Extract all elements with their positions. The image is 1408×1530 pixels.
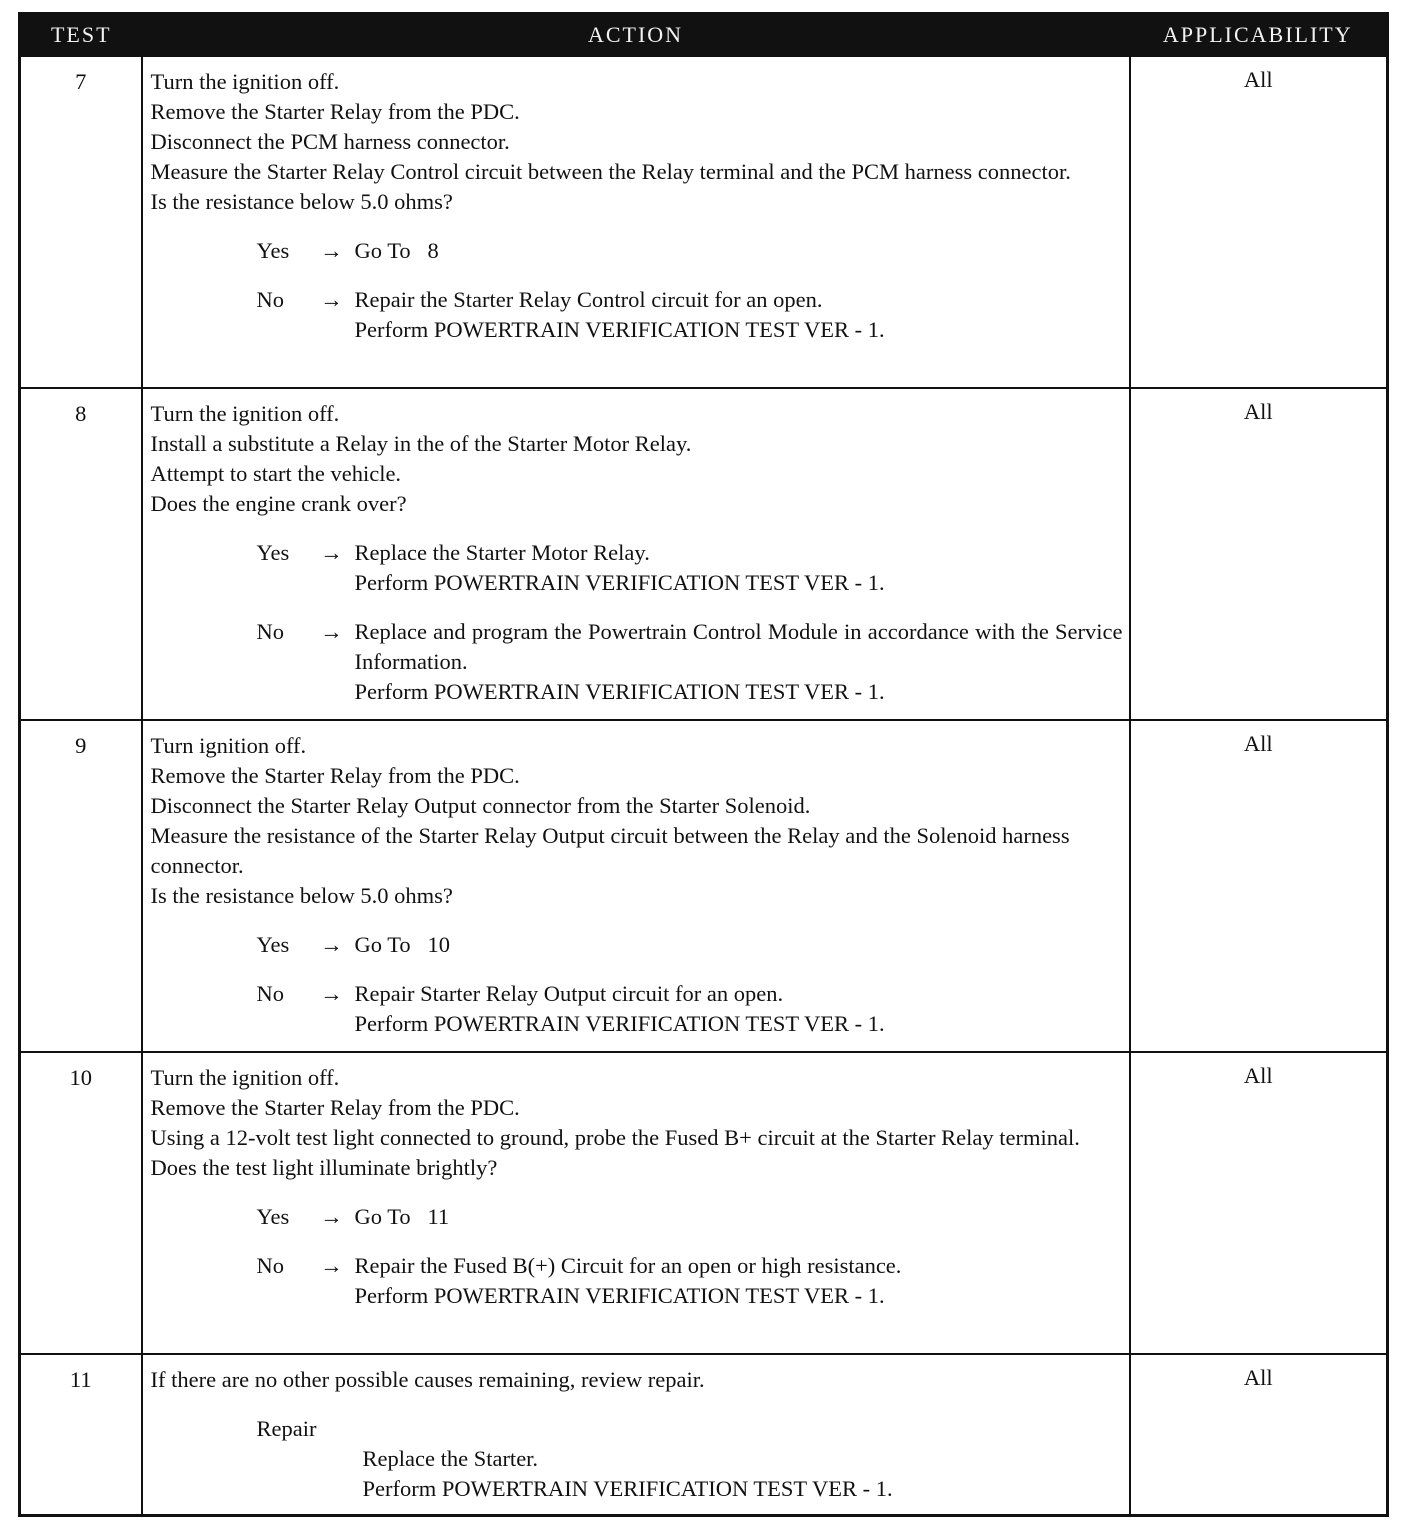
arrow-icon: → bbox=[320, 1253, 343, 1278]
table-row bbox=[20, 1354, 1388, 1516]
header-action: ACTION bbox=[142, 14, 1130, 57]
repair-result: Perform POWERTRAIN VERIFICATION TEST VER - 1. bbox=[362, 1476, 893, 1501]
action-question: Does the engine crank over? bbox=[150, 491, 407, 516]
no-result: Repair the Starter Relay Control circuit for an open. Perform POWERTRAIN VERIFICATION TEST VER - 1. bbox=[354, 287, 885, 342]
arrow-icon: → bbox=[320, 540, 343, 565]
test-number: 7 bbox=[20, 56, 142, 388]
repair-result: Replace the Starter. bbox=[362, 1446, 539, 1471]
action-step: Attempt to start the vehicle. bbox=[150, 461, 402, 486]
arrow-icon: → bbox=[320, 1204, 343, 1229]
applicability-value: All bbox=[1130, 388, 1388, 720]
action-step: Turn ignition off. bbox=[150, 733, 307, 758]
no-label: No bbox=[256, 619, 284, 644]
no-label: No bbox=[256, 287, 284, 312]
test-number: 9 bbox=[20, 720, 142, 1052]
action-step: Measure the resistance of the Starter Relay Output circuit between the Relay and the Solenoid harness connector. bbox=[150, 823, 1070, 878]
test-number: 10 bbox=[20, 1052, 142, 1354]
action-step: Disconnect the Starter Relay Output connector from the Starter Solenoid. bbox=[150, 793, 811, 818]
action-step: Turn the ignition off. bbox=[150, 401, 340, 426]
yes-branch bbox=[151, 236, 1123, 266]
action-step: Turn the ignition off. bbox=[150, 1065, 340, 1090]
action-question: Is the resistance below 5.0 ohms? bbox=[150, 883, 453, 908]
no-result: Repair the Fused B(+) Circuit for an open or high resistance. Perform POWERTRAIN VERIFICATION TEST VER - 1. bbox=[354, 1253, 902, 1308]
arrow-icon: → bbox=[320, 619, 343, 644]
yes-label: Yes bbox=[256, 238, 290, 263]
diagnostic-page bbox=[18, 12, 1386, 1517]
no-branch bbox=[151, 285, 1123, 345]
action-step: Remove the Starter Relay from the PDC. bbox=[150, 99, 520, 124]
action-cell bbox=[142, 1354, 1130, 1516]
yes-branch bbox=[151, 930, 1123, 960]
no-branch bbox=[151, 1251, 1123, 1311]
header-applicability: APPLICABILITY bbox=[1130, 14, 1388, 57]
applicability-value: All bbox=[1130, 720, 1388, 1052]
table-header-row bbox=[20, 14, 1388, 57]
action-step: Disconnect the PCM harness connector. bbox=[150, 129, 510, 154]
yes-label: Yes bbox=[256, 932, 290, 957]
yes-result: Go To 8 bbox=[354, 238, 439, 263]
action-step: Turn the ignition off. bbox=[150, 69, 340, 94]
no-label: No bbox=[256, 1253, 284, 1278]
table-row bbox=[20, 56, 1388, 388]
no-result: Repair Starter Relay Output circuit for an open. Perform POWERTRAIN VERIFICATION TEST VER - 1. bbox=[354, 981, 885, 1036]
action-step: Measure the Starter Relay Control circuit between the Relay terminal and the PCM harness connector. bbox=[150, 159, 1071, 184]
action-step: Remove the Starter Relay from the PDC. bbox=[150, 763, 520, 788]
no-result: Replace and program the Powertrain Control Module in accordance with the Service Information. Perform POWERTRAIN VERIFICATION TEST VER - 1. bbox=[354, 619, 1123, 704]
arrow-icon: → bbox=[320, 981, 343, 1006]
no-label: No bbox=[256, 981, 284, 1006]
action-cell bbox=[142, 720, 1130, 1052]
action-cell bbox=[142, 388, 1130, 720]
arrow-icon: → bbox=[320, 238, 343, 263]
arrow-icon: → bbox=[320, 287, 343, 312]
diagnostic-test-table bbox=[18, 12, 1389, 1517]
action-question: Does the test light illuminate brightly? bbox=[150, 1155, 498, 1180]
table-row bbox=[20, 1052, 1388, 1354]
action-cell bbox=[142, 56, 1130, 388]
arrow-icon: → bbox=[320, 932, 343, 957]
table-row bbox=[20, 720, 1388, 1052]
yes-branch bbox=[151, 1202, 1123, 1232]
action-step: Remove the Starter Relay from the PDC. bbox=[150, 1095, 520, 1120]
table-row bbox=[20, 388, 1388, 720]
no-branch bbox=[151, 979, 1123, 1039]
yes-result: Replace the Starter Motor Relay. Perform POWERTRAIN VERIFICATION TEST VER - 1. bbox=[354, 540, 885, 595]
action-step: Install a substitute a Relay in the of the Starter Motor Relay. bbox=[150, 431, 692, 456]
yes-result: Go To 11 bbox=[354, 1204, 450, 1229]
test-number: 8 bbox=[20, 388, 142, 720]
yes-label: Yes bbox=[256, 540, 290, 565]
action-question: Is the resistance below 5.0 ohms? bbox=[150, 189, 453, 214]
yes-result: Go To 10 bbox=[354, 932, 451, 957]
applicability-value: All bbox=[1130, 1052, 1388, 1354]
action-step: Using a 12-volt test light connected to ground, probe the Fused B+ circuit at the Starter Relay terminal. bbox=[150, 1125, 1080, 1150]
no-branch bbox=[151, 617, 1123, 707]
repair-label: Repair bbox=[256, 1416, 317, 1441]
applicability-value: All bbox=[1130, 56, 1388, 388]
test-number: 11 bbox=[20, 1354, 142, 1516]
action-step: If there are no other possible causes remaining, review repair. bbox=[150, 1367, 705, 1392]
yes-label: Yes bbox=[256, 1204, 290, 1229]
applicability-value: All bbox=[1130, 1354, 1388, 1516]
header-test: TEST bbox=[20, 14, 142, 57]
yes-branch bbox=[151, 538, 1123, 598]
action-cell bbox=[142, 1052, 1130, 1354]
